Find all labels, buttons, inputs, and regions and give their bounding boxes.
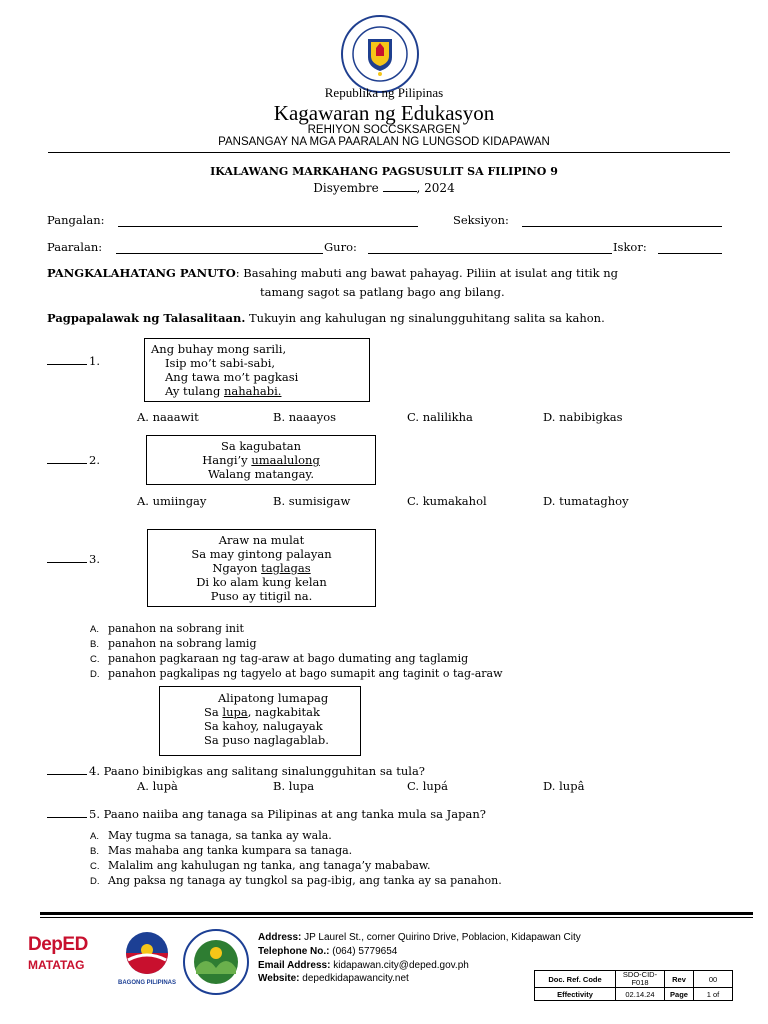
q1-choice-d[interactable]: D. nabibigkas <box>543 410 623 424</box>
q2-choice-d[interactable]: D. tumataghoy <box>543 494 629 508</box>
q2-answer-blank[interactable] <box>47 454 87 464</box>
rev-value: 00 <box>694 971 733 988</box>
paaralan-label: Paaralan: <box>47 240 103 254</box>
doc-ref-value: SDO-CID-F018 <box>616 971 665 988</box>
q2-poem-line: Hangi’y umaalulong <box>202 453 320 467</box>
deped-logo-text: DepED <box>28 934 88 955</box>
republic-label: Republika ng Pilipinas <box>324 85 444 100</box>
doc-ref-label: Doc. Ref. Code <box>535 971 616 988</box>
q3-poem-line: Ngayon taglagas <box>212 561 311 575</box>
q5-answer-blank[interactable] <box>47 808 87 818</box>
q3-choice-a[interactable]: A. panahon na sobrang init <box>90 622 244 635</box>
q5-choices <box>90 829 502 889</box>
date-year: , 2024 <box>416 181 455 195</box>
q2-choice-c[interactable]: C. kumakahol <box>407 494 487 508</box>
q4-question: 4. Paano binibigkas ang salitang sinalungguhitan sa tula? <box>47 764 425 778</box>
q3-poem-line: Araw na mulat <box>218 533 305 547</box>
footer-divider <box>40 912 753 915</box>
instructions-label: PANGKALAHATANG PANUTO <box>47 266 236 280</box>
header-divider <box>48 152 730 153</box>
q3-poem-line: Puso ay titigil na. <box>210 589 313 603</box>
q2-choice-a[interactable]: A. umiingay <box>137 494 207 508</box>
page-value: 1 of <box>694 988 733 1001</box>
division-seal <box>182 928 250 996</box>
iskor-label: Iskor: <box>613 240 647 254</box>
q3-choice-b[interactable]: B. panahon na sobrang lamig <box>90 637 257 650</box>
q1-choice-b[interactable]: B. naaayos <box>273 410 337 424</box>
q1-poem-line: Ang buhay mong sarili, <box>151 342 287 356</box>
rev-label: Rev <box>665 971 694 988</box>
q3-choice-d[interactable]: D. panahon pagkalipas ng tagyelo at bago sumapit ang taginit o tag-araw <box>90 667 503 680</box>
q4-underlined-word: lupa <box>222 705 248 719</box>
exam-title: IKALAWANG MARKAHANG PAGSUSULIT SA FILIPINO 9 <box>210 165 558 178</box>
exam-date <box>0 181 768 195</box>
q4-poem-line: Sa kahoy, nalugayak <box>204 719 323 733</box>
page-label: Page <box>665 988 694 1001</box>
q4-choice-c[interactable]: C. lupá <box>407 779 449 793</box>
bagong-pilipinas-text: BAGONG PILIPINAS <box>117 980 176 986</box>
q4-answer-blank[interactable] <box>47 765 87 775</box>
q4-choice-a[interactable]: A. lupà <box>137 779 178 793</box>
q2-poem-box <box>146 435 376 485</box>
q4-poem-line: Sa lupa, nagkabitak <box>204 705 320 719</box>
q1-answer-blank[interactable] <box>47 355 87 365</box>
q3-poem-line: Sa may gintong palayan <box>191 547 332 561</box>
q1-poem-line: Isip mo’t sabi-sabi, <box>165 356 276 370</box>
effectivity-label: Effectivity <box>535 988 616 1001</box>
q1-number: 1. <box>47 354 100 368</box>
q5-choice-b[interactable]: B. Mas mahaba ang tanka kumpara sa tanaga. <box>90 844 353 857</box>
pangalan-label: Pangalan: <box>47 213 105 227</box>
instructions-line1: : Basahing mabuti ang bawat pahayag. Piliin at isulat ang titik ng <box>235 266 619 280</box>
q1-poem-line: Ay tulang nahahabi. <box>165 384 282 398</box>
q2-poem-line: Walang matangay. <box>207 467 315 481</box>
department-name: Kagawaran ng Edukasyon <box>273 101 495 125</box>
seksiyon-field[interactable] <box>522 226 722 227</box>
seksiyon-label: Seksiyon: <box>453 213 509 227</box>
instructions-line2: tamang sagot sa patlang bago ang bilang. <box>260 285 505 299</box>
footer-email: Email Address: kidapawan.city@deped.gov.ph <box>258 960 469 971</box>
q2-underlined-word: umaalulong <box>251 453 320 467</box>
bagong-pilipinas-logo <box>116 930 178 986</box>
q5-choice-a[interactable]: A. May tugma sa tanaga, sa tanka ay wala. <box>90 829 332 842</box>
iskor-field[interactable] <box>658 253 722 254</box>
q1-underlined-word: nahahabi. <box>223 384 282 398</box>
section-heading <box>47 311 605 325</box>
pangalan-field[interactable] <box>118 226 418 227</box>
section-text: Tukuyin ang kahulugan ng sinalungguhitang salita sa kahon. <box>245 311 605 325</box>
q5-choice-c[interactable]: C. Malalim ang kahulugan ng tanka, ang tanaga’y mababaw. <box>90 859 431 872</box>
q2-number: 2. <box>47 453 100 467</box>
instructions <box>47 266 618 280</box>
q1-choice-a[interactable]: A. naaawit <box>137 410 199 424</box>
deped-matatag-logo <box>28 934 104 990</box>
q3-underlined-word: taglagas <box>261 561 311 575</box>
matatag-text: MATATAG <box>28 958 85 972</box>
q4-poem-box <box>159 686 361 756</box>
q4-poem-line: Sa puso naglagablab. <box>204 733 329 747</box>
document-control-table <box>534 970 733 1001</box>
q3-choices <box>90 622 503 682</box>
q1-poem-line: Ang tawa mo’t pagkasi <box>165 370 299 384</box>
q5-question: 5. Paano naiiba ang tanaga sa Pilipinas at ang tanka mula sa Japan? <box>47 807 486 821</box>
paaralan-field[interactable] <box>116 253 323 254</box>
footer-divider-thin <box>40 917 753 918</box>
q3-poem-box <box>147 529 376 607</box>
q3-answer-blank[interactable] <box>47 553 87 563</box>
q4-choice-d[interactable]: D. lupâ <box>543 779 585 793</box>
q3-number: 3. <box>47 552 100 566</box>
section-label: Pagpapalawak ng Talasalitaan. <box>47 311 246 325</box>
effectivity-value: 02.14.24 <box>616 988 665 1001</box>
q1-choice-c[interactable]: C. nalilikha <box>407 410 473 424</box>
deped-seal <box>340 14 420 94</box>
guro-field[interactable] <box>368 253 612 254</box>
q5-choice-d[interactable]: D. Ang paksa ng tanaga ay tungkol sa pag-ibig, ang tanka ay sa panahon. <box>90 874 502 887</box>
q3-poem-line: Di ko alam kung kelan <box>196 575 327 589</box>
date-month: Disyembre <box>313 181 379 195</box>
region-label: REHIYON SOCCSKSARGEN <box>307 124 461 136</box>
footer-phone: Telephone No.: (064) 5779654 <box>258 946 398 957</box>
q4-poem-line: Alipatong lumapag <box>218 691 329 705</box>
q3-choice-c[interactable]: C. panahon pagkaraan ng tag-araw at bago dumating ang taglamig <box>90 652 469 665</box>
q1-poem-box <box>144 338 370 402</box>
division-label: PANSANGAY NA MGA PAARALAN NG LUNGSOD KIDAPAWAN <box>218 136 550 148</box>
date-day-blank[interactable] <box>383 181 417 192</box>
guro-label: Guro: <box>324 240 357 254</box>
q2-choice-b[interactable]: B. sumisigaw <box>273 494 351 508</box>
q4-choice-b[interactable]: B. lupa <box>273 779 315 793</box>
q2-poem-line: Sa kagubatan <box>220 439 302 453</box>
footer-address: Address: JP Laurel St., corner Quirino Drive, Poblacion, Kidapawan City <box>258 932 581 943</box>
footer-website: Website: depedkidapawancity.net <box>258 973 409 984</box>
